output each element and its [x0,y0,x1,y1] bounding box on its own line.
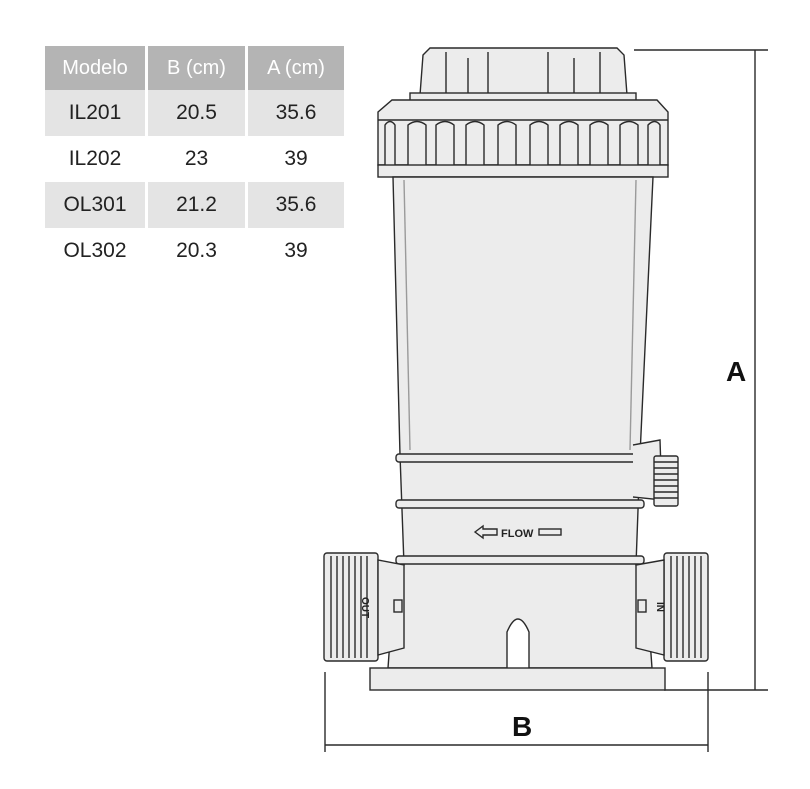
cell-model: OL302 [63,239,127,262]
flow-label: FLOW [501,528,534,540]
header-b-cm: B (cm) [148,46,245,90]
cell-a: 39 [284,239,308,262]
cell-model: OL301 [45,182,145,228]
cap-crown [410,48,636,101]
header-model: Modelo [45,46,145,90]
inlet-label: IN [654,602,665,612]
cell-a: 35.6 [248,90,344,136]
tank-body [393,177,653,455]
inlet-port [636,553,708,661]
cell-b: 21.2 [148,182,245,228]
cell-b: 20.5 [148,90,245,136]
outlet-label: OUT [359,597,370,619]
control-valve [633,440,678,506]
width-dimension-label: B [512,711,533,742]
cell-a: 35.6 [248,182,344,228]
base-plate [370,668,665,690]
cell-a: 39 [284,147,308,170]
header-a-cm: A (cm) [248,46,344,90]
height-dimension-label: A [726,356,747,387]
cell-b: 23 [184,147,209,170]
cap-ring [378,100,668,177]
cell-b: 20.3 [176,239,217,262]
cell-model: IL202 [68,147,122,170]
cell-model: IL201 [45,90,145,136]
